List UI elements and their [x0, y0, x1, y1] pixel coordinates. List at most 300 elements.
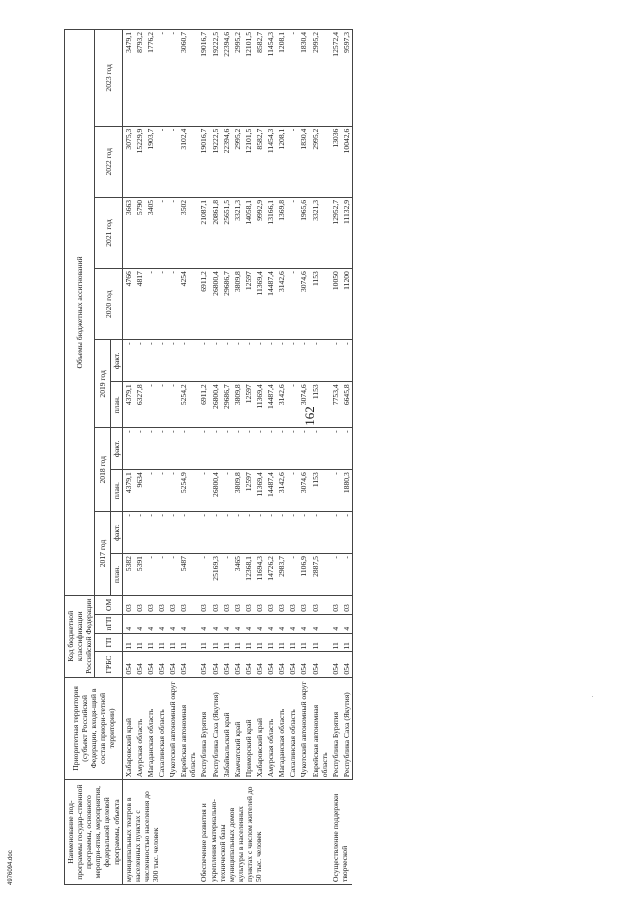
value-cell: - [221, 512, 232, 554]
header-2017-fact: факт. [110, 512, 122, 554]
table-row [210, 30, 221, 885]
value-cell: 11 [265, 633, 276, 652]
value-cell: 1153 [310, 470, 330, 512]
value-cell: 3060,7 [178, 30, 198, 127]
value-cell: - [254, 428, 265, 470]
value-cell: - [156, 126, 167, 197]
value-cell: 1965,6 [298, 197, 309, 268]
value-cell: 12597 [243, 470, 254, 512]
header-territory: Приоритетная территория (субъект Российской Федерации, входя-щий в состав приори-тетной территории) [65, 677, 123, 780]
value-cell: - [167, 30, 178, 127]
value-cell: - [156, 30, 167, 127]
value-cell: 054 [243, 652, 254, 677]
value-cell: - [276, 340, 287, 382]
territory-cell: Магаданская область [276, 677, 287, 780]
value-cell: 13166,1 [265, 197, 276, 268]
value-cell: 054 [310, 652, 330, 677]
value-cell: 03 [310, 595, 330, 614]
value-cell: - [210, 428, 221, 470]
value-cell: - [167, 126, 178, 197]
table-row [254, 30, 265, 885]
value-cell: 20861,8 [210, 197, 221, 268]
value-cell: 4 [198, 614, 209, 633]
header-2017: 2017 год [95, 512, 110, 596]
value-cell: 10050 [330, 269, 341, 340]
value-cell: 054 [341, 652, 353, 677]
value-cell: - [134, 512, 145, 554]
rotated-page [64, 29, 624, 885]
value-cell: - [221, 554, 232, 596]
value-cell: 19016,7 [198, 126, 209, 197]
value-cell: 11369,4 [254, 470, 265, 512]
value-cell: 4 [156, 614, 167, 633]
value-cell: 4766 [122, 269, 134, 340]
value-cell: 054 [287, 652, 298, 677]
territory-cell: Магаданская область [145, 677, 156, 780]
value-cell: 4 [210, 614, 221, 633]
value-cell: 6911,2 [198, 382, 209, 428]
territory-cell: Камчатский край [232, 677, 243, 780]
value-cell: 29686,7 [221, 269, 232, 340]
value-cell: 03 [287, 595, 298, 614]
value-cell: - [210, 512, 221, 554]
value-cell: - [122, 512, 134, 554]
value-cell: - [287, 512, 298, 554]
value-cell: 11 [156, 633, 167, 652]
value-cell: 5790 [134, 197, 145, 268]
value-cell: - [276, 428, 287, 470]
value-cell: 6911,2 [198, 269, 209, 340]
table-viewport [64, 29, 624, 885]
header-2018-plan: план. [110, 470, 122, 512]
value-cell: - [265, 428, 276, 470]
value-cell: - [145, 554, 156, 596]
value-cell: 03 [122, 595, 134, 614]
value-cell: 3809,8 [232, 382, 243, 428]
value-cell: 11 [178, 633, 198, 652]
territory-cell: Хабаровский край [122, 677, 134, 780]
value-cell: - [156, 428, 167, 470]
value-cell: - [330, 428, 341, 470]
value-cell: 4 [254, 614, 265, 633]
value-cell: - [145, 340, 156, 382]
value-cell: - [156, 269, 167, 340]
value-cell: 054 [276, 652, 287, 677]
value-cell: 9992,9 [254, 197, 265, 268]
value-cell: 054 [134, 652, 145, 677]
territory-cell: Республика Бурятия [330, 677, 341, 780]
page-number: 162 [301, 406, 317, 426]
value-cell: 03 [232, 595, 243, 614]
value-cell: - [232, 428, 243, 470]
value-cell: - [221, 340, 232, 382]
value-cell: 12597 [243, 382, 254, 428]
value-cell: 12101,5 [243, 30, 254, 127]
value-cell: 29686,7 [221, 382, 232, 428]
value-cell: 2995,2 [232, 30, 243, 127]
value-cell: 9597,3 [341, 30, 353, 127]
value-cell: 25169,3 [210, 554, 221, 596]
value-cell: 3102,4 [178, 126, 198, 197]
value-cell: 11 [341, 633, 353, 652]
territory-cell: Чукотский автономный округ [167, 677, 178, 780]
value-cell: 11 [145, 633, 156, 652]
value-cell: 5487 [178, 554, 198, 596]
value-cell: 11 [122, 633, 134, 652]
value-cell: - [310, 512, 330, 554]
value-cell: 26800,4 [210, 470, 221, 512]
value-cell: 11369,4 [254, 382, 265, 428]
value-cell: 21087,1 [198, 197, 209, 268]
value-cell: 12952,7 [330, 197, 341, 268]
value-cell: 1776,2 [145, 30, 156, 127]
header-2019-plan: план. [110, 382, 122, 428]
value-cell: 4 [145, 614, 156, 633]
value-cell: 19016,7 [198, 30, 209, 127]
value-cell: - [341, 512, 353, 554]
table-row [167, 30, 178, 885]
value-cell: 054 [298, 652, 309, 677]
territory-cell: Чукотский автономный округ [298, 677, 309, 780]
value-cell: - [134, 340, 145, 382]
table-row [178, 30, 198, 885]
value-cell: 054 [145, 652, 156, 677]
value-cell: - [221, 470, 232, 512]
header-2021: 2021 год [95, 197, 122, 268]
value-cell: - [330, 512, 341, 554]
territory-cell: Хабаровский край [254, 677, 265, 780]
value-cell: - [265, 512, 276, 554]
table-row [265, 30, 276, 885]
value-cell: 11 [198, 633, 209, 652]
value-cell: 11 [232, 633, 243, 652]
value-cell: - [167, 382, 178, 428]
territory-cell: Еврейская автономная область [310, 677, 330, 780]
value-cell: 4 [265, 614, 276, 633]
value-cell: - [276, 512, 287, 554]
value-cell: 03 [254, 595, 265, 614]
value-cell: 1208,1 [276, 126, 287, 197]
value-cell: 11200 [341, 269, 353, 340]
value-cell: 1830,4 [298, 30, 309, 127]
value-cell: 14487,4 [265, 470, 276, 512]
value-cell: 3142,6 [276, 470, 287, 512]
value-cell: 12597 [243, 269, 254, 340]
value-cell: 4 [330, 614, 341, 633]
territory-cell: Еврейская автономная область [178, 677, 198, 780]
value-cell: 4 [243, 614, 254, 633]
program-name-cell: Осуществление поддержки творческой [330, 780, 353, 885]
header-grbs: ГРБС [95, 652, 122, 677]
value-cell: 1830,4 [298, 126, 309, 197]
value-cell: 7753,4 [330, 382, 341, 428]
value-cell: 03 [134, 595, 145, 614]
value-cell: - [145, 428, 156, 470]
value-cell: - [178, 340, 198, 382]
table-row [243, 30, 254, 885]
value-cell: - [198, 512, 209, 554]
value-cell: 4379,1 [122, 382, 134, 428]
value-cell: 11369,4 [254, 269, 265, 340]
value-cell: 03 [276, 595, 287, 614]
value-cell: 03 [167, 595, 178, 614]
value-cell: 054 [330, 652, 341, 677]
value-cell: - [232, 340, 243, 382]
value-cell: 11 [167, 633, 178, 652]
table-row [156, 30, 167, 885]
value-cell: 4 [310, 614, 330, 633]
value-cell: 4 [341, 614, 353, 633]
value-cell: - [298, 428, 309, 470]
header-code-group: Код бюджетной классификации Российской Федерации [65, 595, 95, 677]
table-body [122, 30, 352, 885]
value-cell: - [156, 470, 167, 512]
value-cell: - [341, 554, 353, 596]
value-cell: 10042,6 [341, 126, 353, 197]
header-2019: 2019 год [95, 340, 110, 428]
value-cell: 03 [265, 595, 276, 614]
value-cell: - [156, 512, 167, 554]
value-cell: 11694,3 [254, 554, 265, 596]
header-gp: ГП [95, 633, 122, 652]
value-cell: 11 [210, 633, 221, 652]
value-cell: - [167, 554, 178, 596]
value-cell: - [167, 197, 178, 268]
territory-cell: Сахалинская область [287, 677, 298, 780]
table-row [298, 30, 309, 885]
value-cell: - [298, 512, 309, 554]
territory-cell: Забайкальский край [221, 677, 232, 780]
value-cell: 11 [330, 633, 341, 652]
value-cell: 3663 [122, 197, 134, 268]
value-cell: - [198, 470, 209, 512]
value-cell: 5382 [122, 554, 134, 596]
value-cell: 11 [310, 633, 330, 652]
value-cell: 3405 [145, 197, 156, 268]
value-cell: 4 [178, 614, 198, 633]
value-cell: - [167, 470, 178, 512]
value-cell: 4254 [178, 269, 198, 340]
value-cell: 03 [178, 595, 198, 614]
territory-cell: Республика Бурятия [198, 677, 209, 780]
value-cell: - [167, 512, 178, 554]
header-om: ОМ [95, 595, 122, 614]
value-cell: 11 [287, 633, 298, 652]
territory-cell: Приморский край [243, 677, 254, 780]
value-cell: - [254, 512, 265, 554]
value-cell: - [145, 269, 156, 340]
header-2018-fact: факт. [110, 428, 122, 470]
value-cell: 26800,4 [210, 382, 221, 428]
value-cell: 9634 [134, 470, 145, 512]
value-cell: - [243, 428, 254, 470]
value-cell: - [167, 428, 178, 470]
value-cell: 03 [243, 595, 254, 614]
value-cell: 11 [134, 633, 145, 652]
table-row [134, 30, 145, 885]
value-cell: - [145, 512, 156, 554]
value-cell: - [145, 382, 156, 428]
value-cell: - [156, 554, 167, 596]
value-cell: 03 [156, 595, 167, 614]
value-cell: 4 [167, 614, 178, 633]
table-row [287, 30, 298, 885]
value-cell: 3142,6 [276, 269, 287, 340]
budget-table [64, 29, 353, 885]
table-row [330, 30, 341, 885]
value-cell: 11454,3 [265, 126, 276, 197]
value-cell: 13036 [330, 126, 341, 197]
value-cell: 4379,1 [122, 470, 134, 512]
value-cell: 14726,2 [265, 554, 276, 596]
value-cell: - [287, 30, 298, 127]
value-cell: 4 [221, 614, 232, 633]
value-cell: 4817 [134, 269, 145, 340]
value-cell: 4 [232, 614, 243, 633]
value-cell: 1903,7 [145, 126, 156, 197]
header-2018: 2018 год [95, 428, 110, 512]
value-cell: 054 [122, 652, 134, 677]
value-cell: 12101,5 [243, 126, 254, 197]
value-cell: - [330, 340, 341, 382]
territory-cell: Амурская область [134, 677, 145, 780]
value-cell: 03 [221, 595, 232, 614]
value-cell: 15229,9 [134, 126, 145, 197]
value-cell: 1880,3 [341, 470, 353, 512]
value-cell: 8582,7 [254, 30, 265, 127]
value-cell: - [287, 340, 298, 382]
value-cell: 22394,6 [221, 30, 232, 127]
header-2022: 2022 год [95, 126, 122, 197]
table-row [145, 30, 156, 885]
value-cell: 054 [221, 652, 232, 677]
value-cell: 2995,2 [232, 126, 243, 197]
value-cell: 6327,8 [134, 382, 145, 428]
value-cell: 6645,8 [341, 382, 353, 428]
value-cell: - [287, 428, 298, 470]
value-cell: 1208,1 [276, 30, 287, 127]
value-cell: - [134, 428, 145, 470]
value-cell: 3321,3 [232, 197, 243, 268]
value-cell: 4 [276, 614, 287, 633]
value-cell: 1106,9 [298, 554, 309, 596]
value-cell: - [265, 340, 276, 382]
value-cell: - [145, 470, 156, 512]
value-cell: 12572,4 [330, 30, 341, 127]
value-cell: 3809,8 [232, 470, 243, 512]
value-cell: 5254,2 [178, 382, 198, 428]
header-pgp: пГП [95, 614, 122, 633]
value-cell: - [167, 269, 178, 340]
value-cell: 054 [167, 652, 178, 677]
value-cell: - [310, 340, 330, 382]
value-cell: 1153 [310, 382, 330, 428]
value-cell: 054 [232, 652, 243, 677]
value-cell: 1153 [310, 269, 330, 340]
value-cell: - [287, 554, 298, 596]
value-cell: 2995,2 [310, 126, 330, 197]
table-row [341, 30, 353, 885]
value-cell: - [232, 512, 243, 554]
header-name: Наименование под-программы государ-ственной программы, основного меропри-ятия, мероприятия, федеральной целевой программы, объекта [65, 780, 123, 885]
value-cell: 3809,8 [232, 269, 243, 340]
value-cell: 1369,8 [276, 197, 287, 268]
header-volumes-group: Объемы бюджетных ассигнований [65, 30, 95, 596]
territory-cell: Амурская область [265, 677, 276, 780]
value-cell: 14487,4 [265, 269, 276, 340]
value-cell: 4 [134, 614, 145, 633]
value-cell: 03 [210, 595, 221, 614]
value-cell: 19222,5 [210, 126, 221, 197]
value-cell: 12368,1 [243, 554, 254, 596]
value-cell: 03 [145, 595, 156, 614]
value-cell: - [310, 428, 330, 470]
value-cell: 11 [276, 633, 287, 652]
value-cell: 5391 [134, 554, 145, 596]
value-cell: 03 [330, 595, 341, 614]
value-cell: - [287, 197, 298, 268]
value-cell: 2983,7 [276, 554, 287, 596]
value-cell: 03 [298, 595, 309, 614]
header-2019-fact: факт. [110, 340, 122, 382]
value-cell: 03 [341, 595, 353, 614]
value-cell: 14487,4 [265, 382, 276, 428]
value-cell: 054 [198, 652, 209, 677]
value-cell: 8793,2 [134, 30, 145, 127]
value-cell: 3074,6 [298, 269, 309, 340]
value-cell: - [167, 340, 178, 382]
value-cell: - [287, 126, 298, 197]
value-cell: - [341, 340, 353, 382]
value-cell: - [178, 428, 198, 470]
value-cell: - [287, 269, 298, 340]
value-cell: - [198, 554, 209, 596]
value-cell: - [198, 340, 209, 382]
program-name-cell: Обеспечение развития и укрепления материально-технической базы муниципальных домов культуры в населенных пунктах с числом жителей до 50 тыс. человек [198, 780, 329, 885]
value-cell: 11132,9 [341, 197, 353, 268]
value-cell: 2887,5 [310, 554, 330, 596]
value-cell: 054 [265, 652, 276, 677]
value-cell: - [287, 382, 298, 428]
value-cell: 3465 [232, 554, 243, 596]
value-cell: 19222,5 [210, 30, 221, 127]
program-name-cell: муниципальных театров в населенных пунктах с численностью населения до 300 тыс. человек [122, 780, 198, 885]
value-cell: 11 [298, 633, 309, 652]
table-row [232, 30, 243, 885]
value-cell: 11454,3 [265, 30, 276, 127]
value-cell: 3321,3 [310, 197, 330, 268]
header-2020: 2020 год [95, 269, 122, 340]
value-cell: - [156, 340, 167, 382]
table-row [276, 30, 287, 885]
value-cell: 14058,1 [243, 197, 254, 268]
value-cell: 25651,5 [221, 197, 232, 268]
value-cell: 054 [178, 652, 198, 677]
value-cell: 054 [254, 652, 265, 677]
value-cell: - [298, 340, 309, 382]
value-cell: 5254,9 [178, 470, 198, 512]
value-cell: 3479,1 [122, 30, 134, 127]
value-cell: 22394,6 [221, 126, 232, 197]
value-cell: 8582,7 [254, 126, 265, 197]
value-cell: - [221, 428, 232, 470]
value-cell: - [210, 340, 221, 382]
value-cell: - [156, 382, 167, 428]
value-cell: 4 [122, 614, 134, 633]
value-cell: - [122, 340, 134, 382]
value-cell: - [243, 340, 254, 382]
value-cell: - [341, 428, 353, 470]
